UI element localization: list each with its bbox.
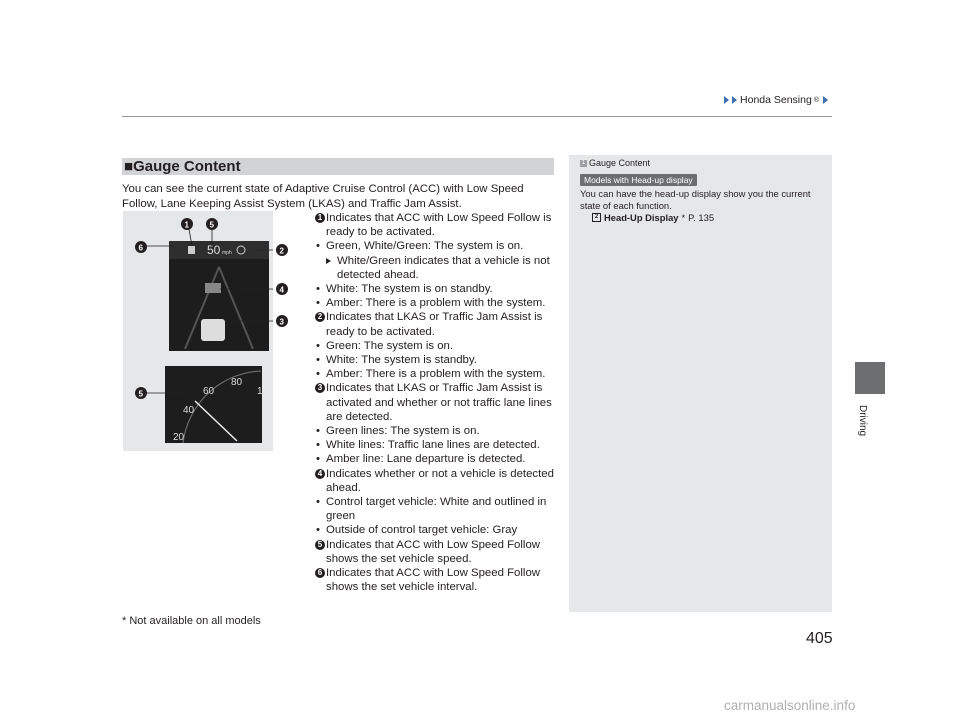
bullet-item: • White: The system is on standby. [315,282,565,296]
bullet-item: • White: The system is standby. [315,353,565,367]
gauge-tick-40: 40 [183,405,195,416]
svg-text:6: 6 [138,243,143,253]
list-item: 2 Indicates that LKAS or Traffic Jam Assist is ready to be activated. [315,310,565,338]
note-icon: 1 [581,159,586,166]
figure-callouts-right [273,211,293,451]
reference-star: * [681,212,686,223]
note-body: You can have the head-up display show you the current state of each function. [580,188,811,211]
model-badge: Models with Head-up display [580,174,697,186]
registered-mark: ® [813,96,819,104]
arrow-right-icon [724,96,729,104]
intro-text: You can see the current state of Adaptive Cruise Control (ACC) with Low Speed Follow, Lane Keeping Assist System (LKAS) and Traffic Jam Assist. [122,183,524,210]
side-note-panel [569,155,832,612]
item-list [315,211,565,594]
bullet-item: • Green: The system is on. [315,339,565,353]
list-item: 1 Indicates that ACC with Low Speed Follow is ready to be activated. [315,211,565,239]
number-badge: 3 [315,383,325,393]
page-number: 405 [806,630,833,647]
number-badge: 4 [315,469,325,479]
section-title: ■Gauge Content [124,158,241,175]
sub-item: White/Green indicates that a vehicle is not detected ahead. [315,254,565,282]
gauge-illustration [123,211,273,451]
number-badge: 6 [315,568,325,578]
chapter-label: Driving [857,405,868,437]
number-badge: 5 [315,540,325,550]
footnote: * Not available on all models [122,615,261,627]
bullet-item: • Amber: There is a problem with the system. [315,296,565,310]
reference-page: P. 135 [688,212,715,223]
list-item: 6 Indicates that ACC with Low Speed Follow shows the set vehicle interval. [315,566,565,594]
bullet-item: • Amber line: Lane departure is detected. [315,452,565,466]
watermark: carmanualsonline.info [724,698,856,713]
running-header [724,94,829,106]
arrow-right-icon [823,96,828,104]
svg-text:1: 1 [184,220,189,230]
list-item: 3 Indicates that LKAS or Traffic Jam Assist is activated and whether or not traffic lane lines are detected. [315,381,565,424]
bullet-item: • Amber: There is a problem with the system. [315,367,565,381]
lkas-icon [188,246,195,254]
list-item: 5 Indicates that ACC with Low Speed Follow shows the set vehicle speed. [315,538,565,566]
svg-text:3: 3 [279,317,284,327]
gauge-figure [123,211,273,451]
chapter-tab [855,362,885,394]
svg-text:2: 2 [279,246,284,256]
number-badge: 1 [315,213,325,223]
svg-text:4: 4 [279,285,284,295]
lead-vehicle [205,283,221,293]
cross-reference-link[interactable] [592,212,714,223]
svg-text:5: 5 [138,389,143,399]
bullet-item: • Control target vehicle: White and outlined in green [315,495,565,523]
gauge-tick-60: 60 [203,386,215,397]
gauge-tick-20: 20 [173,432,185,443]
header-rule [122,116,832,117]
header-section: Honda Sensing [740,94,812,106]
bullet-item: • Green, White/Green: The system is on. [315,239,565,253]
svg-text:5: 5 [209,220,214,230]
number-badge: 2 [315,312,325,322]
note-title: 1 Gauge Content [581,158,651,168]
gauge-tick-100: 1 [257,386,263,397]
reference-title: Head-Up Display [604,212,679,223]
gauge-tick-80: 80 [231,377,243,388]
bullet-item: • Outside of control target vehicle: Gray [315,523,565,537]
section-bullet-icon: ■ [124,158,134,175]
bullet-item: • Green lines: The system is on. [315,424,565,438]
arrow-right-icon [732,96,737,104]
own-vehicle [201,319,225,341]
figure-callout-lower [131,383,151,403]
hud-speed-value: 50 [207,243,221,257]
reference-icon: 2 [592,213,601,222]
hud-speed-unit: mph [222,250,232,256]
bullet-item: • White lines: Traffic lane lines are detected. [315,438,565,452]
list-item: 4 Indicates whether or not a vehicle is detected ahead. [315,467,565,495]
